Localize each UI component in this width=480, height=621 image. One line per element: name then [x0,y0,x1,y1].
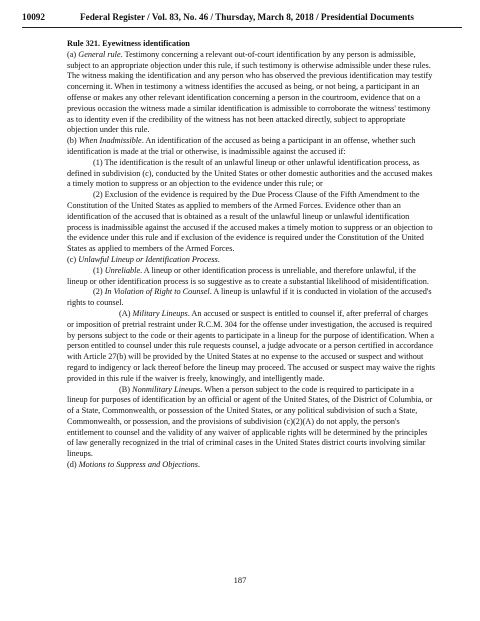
subdivision-c2b-text: . When a person subject to the code is required to participate in a lineup for purposes of identification by an official or agent of the United States, of the District of Columbia, or of a State, Commonwealth, or possession of the United States, or any political subdivision of such a State, Commonwealth, or possession, and the provisions of subdivision (c)(2)(A) do not apply, the person's entitlement to counsel and the validity of any waiver of applicable rights will be determined by the principles of law generally recognized in the trial of criminal cases in the United States district courts involving similar lineups. [67,384,433,459]
subdivision-c2a-label: (A) [119,308,133,318]
subdivision-c2a [67,309,436,385]
subdivision-c2b [67,385,436,461]
rule-title: Rule 321. Eyewitness identification [67,39,190,48]
header-page-number: 10092 [22,12,45,22]
subdivision-c2-heading: In Violation of Right to Counsel [104,287,210,297]
subdivision-c1-label: (1) [93,265,105,275]
subdivision-c1 [67,266,436,288]
subdivision-c2a-heading: Military Lineups [132,308,188,318]
subdivision-c-heading: Unlawful Lineup or Identification Process [78,254,218,264]
subdivision-b-text: . An identification of the accused as being a participant in an offense, whether such identification is made at the trial or otherwise, is inadmissible against the accused if: [67,136,416,156]
header-publication-title: Federal Register / Vol. 83, No. 46 / Thursday, March 8, 2018 / Presidential Documents [80,12,414,22]
subdivision-c [67,255,436,266]
subdivision-d-label: (d) [67,460,79,470]
subdivision-c2b-heading: Nonmilitary Lineups [132,384,201,394]
page-folio: 187 [233,575,247,585]
subdivision-d-heading: Motions to Suppress and Objections [78,460,199,470]
subdivision-d [67,460,436,471]
subdivision-a-text: . Testimony concerning a relevant out-of-court identification by any person is admissible, subject to an appropriate objection under this rule, if such testimony is otherwise admissible under these rules. The witness making the identification and any person who has observed the previous identification may testify concerning it. When in testimony a witness identifies the accused as being, or not being, a participant in an offense or makes any other relevant identification concerning a person in the courtroom, evidence that on a previous occasion the witness made a similar identification is admissible to corroborate the witness' testimony as to identity even if the credibility of the witness has not been attacked directly, subject to appropriate objection under this rule. [67,49,433,135]
subdivision-c1-text: . A lineup or other identification process is unreliable, and therefore unlawful, if the lineup or other identification process is so suggestive as to create a substantial likelihood of misidentification. [67,265,429,286]
subdivision-a-heading: General rule [78,49,121,59]
subdivision-a-label: (a) [67,49,79,59]
page-header [22,11,462,25]
subdivision-b-label: (b) [67,136,79,146]
subdivision-c-tail: . [217,254,220,264]
subdivision-c2-label: (2) [93,287,105,297]
subdivision-b2: (2) Exclusion of the evidence is required by the Due Process Clause of the Fifth Amendment to the Constitution of the United States as applied to members of the Armed Forces. Evidence other than an identification of the accused that is obtained as a result of the unlawful lineup or unlawful identification process is inadmissible against the accused if the accused makes a timely motion to suppress or an objection to the evidence under this rule and if exclusion of the evidence is required under the Constitution of the United States as applied to members of the Armed Forces. [67,190,433,254]
subdivision-a [67,50,436,136]
subdivision-b1: (1) The identification is the result of an unlawful lineup or other unlawful identification process, as defined in subdivision (c), conducted by the United States or other domestic authorities and the accused makes a timely motion to suppress or an objection to the evidence under this rule; or [67,157,433,189]
header-divider [22,27,462,28]
subdivision-b-heading: When Inadmissible [78,136,142,146]
subdivision-c1-heading: Unreliable [104,265,141,275]
subdivision-d-tail: . [198,460,201,470]
subdivision-c2a-text: . An accused or suspect is entitled to counsel if, after preferral of charges or imposition of pretrial restraint under R.C.M. 304 for the offense under investigation, the accused is required by persons subject to the code or their agents to participate in a lineup for the purpose of identification. When a person entitled to counsel under this rule requests counsel, a judge advocate or a person certified in accordance with Article 27(b) will be provided by the United States at no expense to the accused or suspect and without regard to indigency or lack thereof before the lineup may proceed. The accused or suspect may waive the rights provided in this rule if the waiver is freely, knowingly, and intelligently made. [67,308,435,383]
subdivision-c-label: (c) [67,254,79,264]
document-body [67,39,436,471]
subdivision-c2 [67,287,436,309]
subdivision-c2b-label: (B) [119,384,133,394]
subdivision-c2-text: . A lineup is unlawful if it is conducted in violation of the accused's rights to counsel. [67,287,432,308]
subdivision-b [67,136,436,158]
